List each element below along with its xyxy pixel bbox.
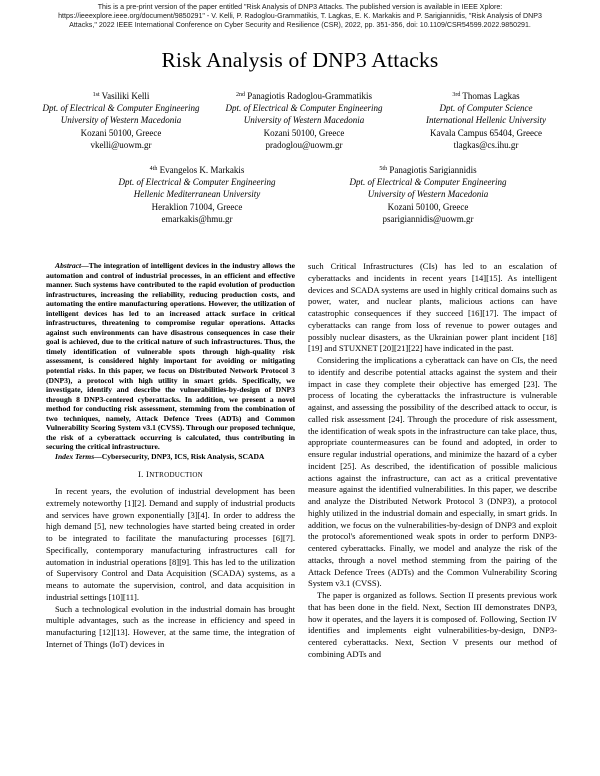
section-heading: [46, 469, 295, 482]
author-ordinal: 4th: [149, 166, 158, 172]
author-institution: University of Western Macedonia: [60, 115, 182, 126]
section-number: I.: [137, 469, 147, 480]
author-block: [224, 90, 384, 151]
author-department: Dpt. of Electrical & Computer Engineering: [349, 177, 507, 188]
preprint-notice-line: Attacks," 2022 IEEE International Conference on Cyber Security and Resilience (CSR), 2022, pp. 351-356, doi: 10.1109/CSR54599.2022.9850291.: [69, 21, 531, 29]
preprint-notice: [0, 3, 600, 30]
preprint-notice-line: This is a pre-print version of the paper entitled "Risk Analysis of DNP3 Attacks. The published version is available in IEEE Xplore:: [97, 3, 503, 11]
author-block: [41, 90, 201, 151]
author-department: Dpt. of Electrical & Computer Engineering: [225, 103, 383, 114]
author-institution: Hellenic Mediterranean University: [133, 189, 261, 200]
right-column: [308, 261, 557, 661]
author-address: Kavala Campus 65404, Greece: [430, 127, 542, 138]
index-terms-label: Index Terms: [55, 451, 95, 461]
author-email: emarkakis@hmu.gr: [161, 213, 233, 224]
author-address: Kozani 50100, Greece: [80, 127, 162, 138]
author-email: vkelli@uowm.gr: [90, 139, 152, 150]
author-name: Vasiliki Kelli: [99, 91, 150, 101]
body-paragraph: Such a technological evolution in the industrial domain has brought multiple advantages, such as the increase in efficiency and speed in manufacturing [12][13]. However, at the same time, the integration of Internet of Things (IoT) devices in: [46, 603, 295, 649]
author-ordinal: 2nd: [236, 92, 245, 98]
author-block: [338, 164, 518, 225]
body-paragraph: In recent years, the evolution of industrial development has been extremely noteworthy [1][2]. Demand and supply of industrial products and services have grown exponentially [3][4]. In order to address the high demand [5], new technologies have started being created in order to be integrated to facilitate the manufacturing processes [6][7]. Specifically, contemporary manufacturing infrastructures call for automation in industrial operations [8][9]. This has led to the utilization of Supervisory Control and Data Acquisition (SCADA) systems, as a means to automate the supervision, control, and data acquisition in industrial settings [10][11].: [46, 486, 295, 602]
author-department: Dpt. of Electrical & Computer Engineering: [42, 103, 200, 114]
abstract: [46, 261, 295, 452]
author-ordinal: 3rd: [452, 92, 461, 98]
author-institution: University of Western Macedonia: [243, 115, 365, 126]
index-terms-text: —Cybersecurity, DNP3, ICS, Risk Analysis, SCADA: [94, 451, 265, 461]
abstract-label: Abstract: [55, 261, 82, 270]
author-institution: International Hellenic University: [426, 115, 546, 126]
author-block: [406, 90, 566, 151]
author-address: Heraklion 71004, Greece: [151, 201, 243, 212]
section-title-rest: NTRODUCTION: [149, 471, 204, 480]
author-email: psarigiannidis@uowm.gr: [382, 213, 474, 224]
author-address: Kozani 50100, Greece: [263, 127, 345, 138]
section-title-initial: I: [146, 469, 150, 480]
author-block: [97, 164, 297, 225]
author-name: Evangelos K. Markakis: [157, 165, 245, 175]
author-name: Panagiotis Sarigiannidis: [387, 165, 477, 175]
body-paragraph: Considering the implications a cyberattack can have on CIs, the need to identify and describe potential attacks against the system and their impact in case they complete their objective has emerged [23]. The process of locating the cyberattacks the infrastructure is vulnerable against, and assessing the possibility of the described attack to occur, is called risk assessment [24]. Through the procedure of risk assessment, the identification of weak spots in the infrastructure can take place, thus, appropriate countermeasures can be found and adopted, in order to ensure regular industrial operations, and minimize the hazard of a cyber incident [25]. As described, the identification of possible malicious actions against the infrastructure, can act as a critical preventative measure against the identified vulnerabilities. In this paper, we describe and analyze the Distributed Network Protocol 3 (DNP3), a protocol highly utilized in the industrial domain and especially, in smart grids. In addition, we focus on the vulnerabilities-by-design of DNP3 and exploit the protocol's aforementioned weak spots in order to perform DNP3-centered cyberattacks. Finally, we model and analyze the risk of the attacks, through a novel method stemming from the pairing of the Attack Defence Trees (ADTs) and the Common Vulnerability Scoring System v3.1 (CVSS).: [308, 355, 557, 589]
body-paragraph: The paper is organized as follows. Section II presents previous work that has been done in the field. Next, Section III demonstrates DNP3, how it operates, and the layers it is composed of. Following, Section IV identifies and implements eight vulnerabilities-by-design, DNP3-centered cyberattacks. Next, Section V presents our method of combining ADTs and: [308, 590, 557, 659]
author-email: pradoglou@uowm.gr: [265, 139, 343, 150]
left-column: [46, 261, 295, 651]
author-email: tlagkas@cs.ihu.gr: [453, 139, 519, 150]
author-name: Panagiotis Radoglou-Grammatikis: [245, 91, 372, 101]
abstract-text: —The integration of intelligent devices in the industry allows the automation and control of industrial processes, in an efficient and effective manner. Such systems have contributed to the rapid evolution of production infrastructures, increasing the reliability, reducing production costs, and automating the entire manufacturing operations. However, the utilization of intelligent devices has led to an increased attack surface in critical infrastructures, threatening to compromise regular operations. Attacks against such environments can have disastrous consequences in case their goal is achieved, due to the critical nature of such infrastructures. Thus, the timely identification of vulnerable spots through high-quality risk assessment, is considered highly important for avoiding or mitigating potential risks. In this paper, we focus on Distributed Network Protocol 3 (DNP3), a protocol with high utility in smart grids. Specifically, we investigate, identify and describe the vulnerabilities-by-design of DNP3 through 8 DNP3-centered cyberattacks. In addition, we present a novel method for conducting risk assessment, stemming from the combination of two techniques, namely, Attack Defence Trees (ADTs) and Common Vulnerability Scoring System v3.1 (CVSS). Through our proposed technique, the risk of a cyberattack occurring is calculated, thus contributing in securing the critical infrastructure.: [46, 261, 295, 452]
author-ordinal: 1st: [92, 92, 100, 98]
paper-title: Risk Analysis of DNP3 Attacks: [161, 48, 439, 72]
author-name: Thomas Lagkas: [460, 91, 520, 101]
author-institution: University of Western Macedonia: [367, 189, 489, 200]
preprint-notice-line: https://ieeexplore.ieee.org/document/9850291" - V. Kelli, P. Radoglou-Grammatikis, T. Lagkas, E. K. Markakis and P. Sarigiannidis, "Risk Analysis of DNP3: [58, 12, 542, 20]
author-department: Dpt. of Electrical & Computer Engineering: [118, 177, 276, 188]
author-ordinal: 5th: [379, 166, 388, 172]
author-address: Kozani 50100, Greece: [387, 201, 469, 212]
body-paragraph: such Critical Infrastructures (CIs) has led to an escalation of cyberattacks and incidents in recent years [14][15]. As intelligent devices and SCADA systems are used in highly critical domains such as power, water, and nuclear plants, malicious actions can have catastrophic consequences if they succeed [16][17]. The impact of cyberattacks can range from loss of revenue to power outages and possibly nuclear disasters, as the Ukrainian power plant incident [18][19] and STUXNET [20][21][22] have indicated in the past.: [308, 261, 557, 354]
author-department: Dpt. of Computer Science: [439, 103, 533, 114]
index-terms: [46, 452, 295, 462]
